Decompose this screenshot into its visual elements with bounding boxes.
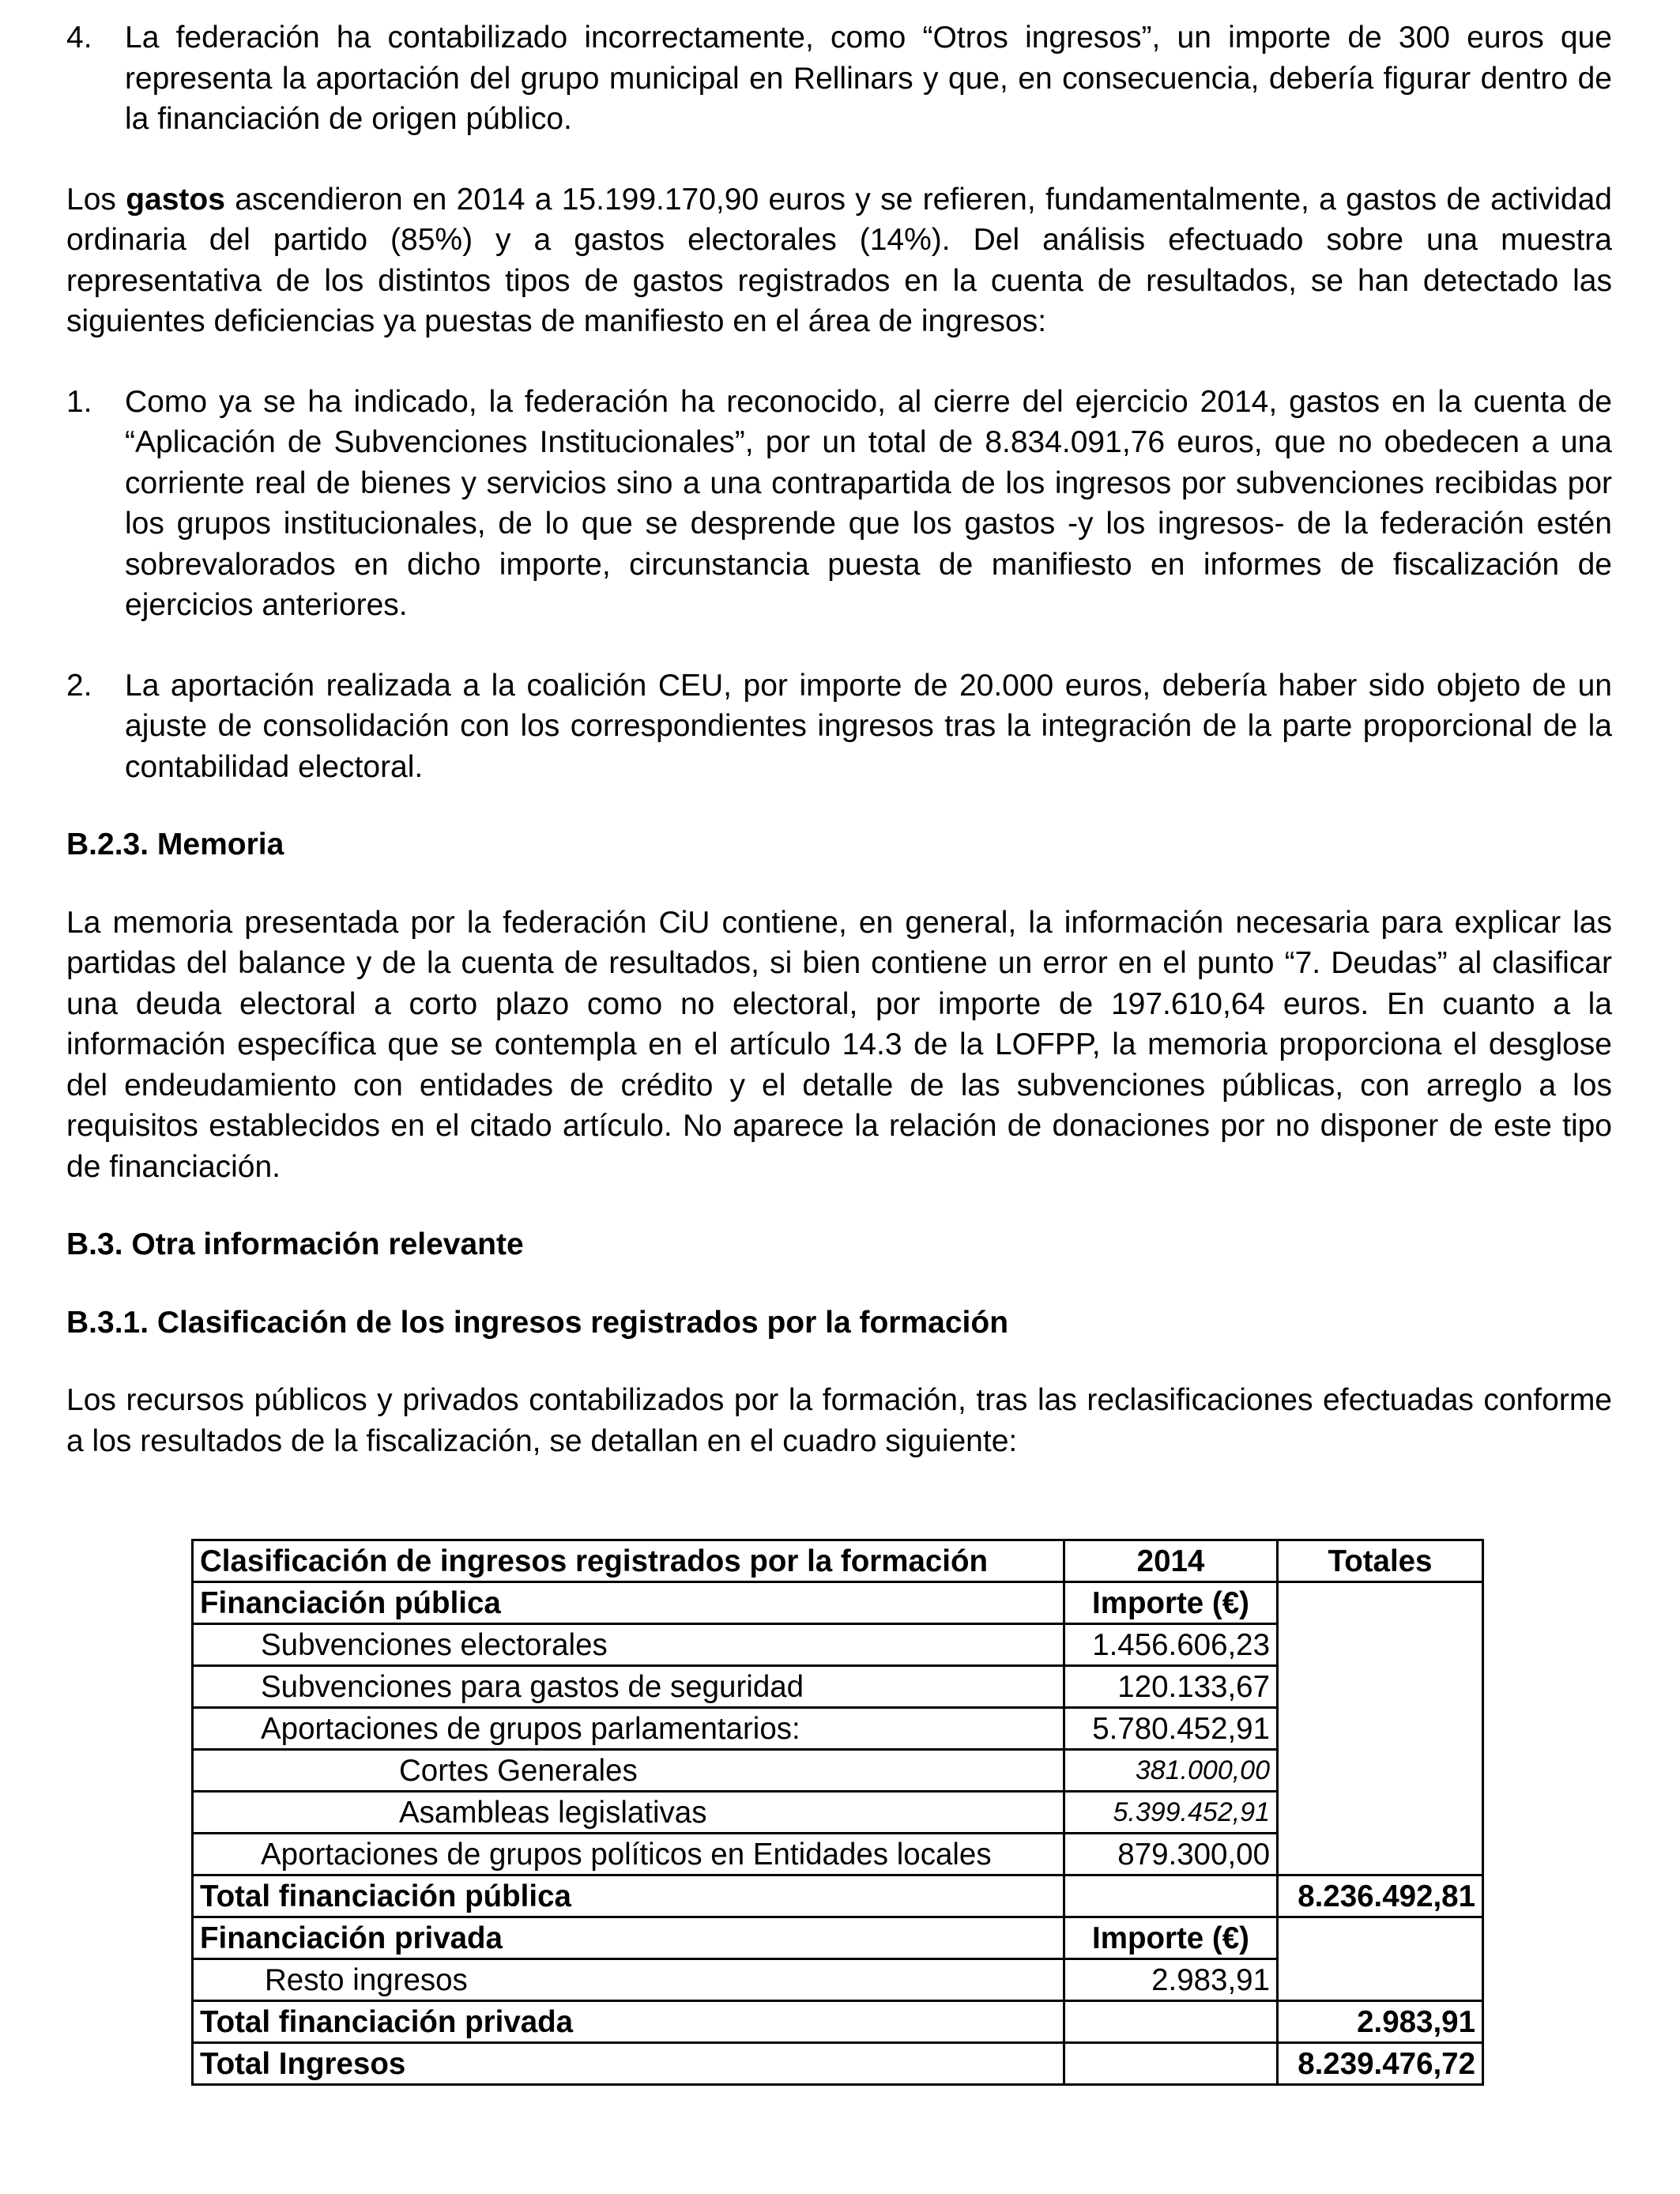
list-text: Como ya se ha indicado, la federación ha reconocido, al cierre del ejercicio 2014, gastos en la cuenta de “Aplicación de Subvenciones Institucionales”, por un total de 8.834.091,76 euros, que no obedecen a una corriente real de bienes y servicios sino a una contrapartida de los ingresos por subvenciones recibidas por los grupos institucionales, de lo que se desprende que los gastos -y los ingresos- de la federación estén sobrevalorados en dicho importe, circunstancia puesta de manifiesto en informes de fiscalización de ejercicios anteriores. [125,384,1612,622]
row-value: 5.780.452,91 [1064,1708,1278,1750]
list-number: 1. [66,384,92,419]
table-row [193,1708,1483,1750]
row-label: Subvenciones para gastos de seguridad [193,1666,1064,1708]
column-subheader: Importe (€) [1064,1917,1278,1959]
ingresos-table [191,1539,1484,2086]
list-item-1 [66,382,1612,626]
table-row [193,1582,1483,1624]
row-label: Aportaciones de grupos políticos en Entidades locales [193,1834,1064,1875]
list-text: La aportación realizada a la coalición CEU, por importe de 20.000 euros, debería haber sido objeto de un ajuste de consolidación con los correspondientes ingresos tras la integración de la parte proporcional de la contabilidad electoral. [125,668,1612,784]
table-row [193,1750,1483,1792]
row-label: Resto ingresos [193,1959,1064,2001]
empty-cell [1278,1750,1483,1792]
empty-cell [1278,1834,1483,1875]
section-heading-memoria: B.2.3. Memoria [66,827,284,861]
row-label: Subvenciones electorales [193,1624,1064,1666]
empty-cell [1064,2043,1278,2085]
row-label: Aportaciones de grupos parlamentarios: [193,1708,1064,1750]
empty-cell [1278,1582,1483,1624]
row-label: Total Ingresos [193,2043,1064,2085]
row-label: Total financiación pública [193,1875,1064,1917]
document-page [66,17,1612,1461]
row-label: Financiación privada [193,1917,1064,1959]
row-value: 5.399.452,91 [1064,1792,1278,1834]
empty-cell [1278,1792,1483,1834]
empty-cell [1278,1959,1483,2001]
gastos-paragraph [66,179,1612,342]
list-item-4 [66,17,1612,140]
empty-cell [1278,1917,1483,1959]
list-number: 2. [66,668,92,703]
row-total: 8.239.476,72 [1278,2043,1483,2085]
empty-cell [1278,1666,1483,1708]
table-row [193,1792,1483,1834]
row-value: 120.133,67 [1064,1666,1278,1708]
empty-cell [1278,1624,1483,1666]
table-row [193,1834,1483,1875]
row-label: Asambleas legislativas [193,1792,1064,1834]
column-subheader: Importe (€) [1064,1582,1278,1624]
list-item-2 [66,665,1612,788]
header-cell-clasificacion: Clasificación de ingresos registrados por la formación [193,1540,1064,1582]
memoria-paragraph: La memoria presentada por la federación CiU contiene, en general, la información necesaria para explicar las partidas del balance y de la cuenta de resultados, si bien contiene un error en el punto “7. Deudas” al clasificar una deuda electoral a corto plazo como no electoral, por importe de 197.610,64 euros. En cuanto a la información específica que se contempla en el artículo 14.3 de la LOFPP, la memoria proporciona el desglose del endeudamiento con entidades de crédito y el detalle de las subvenciones públicas, con arreglo a los requisitos establecidos en el citado artículo. No aparece la relación de donaciones por no disponer de este tipo de financiación. [66,905,1612,1184]
section-subheading-clasificacion: B.3.1. Clasificación de los ingresos registrados por la formación [66,1305,1009,1340]
header-cell-year: 2014 [1064,1540,1278,1582]
table-row [193,1624,1483,1666]
row-label: Financiación pública [193,1582,1064,1624]
gastos-post: ascendieron en 2014 a 15.199.170,90 euros y se refieren, fundamentalmente, a gastos de actividad ordinaria del partido (85%) y a gastos electorales (14%). Del análisis efectuado sobre una muestra representativa de los distintos tipos de gastos registrados en la cuenta de resultados, se han detectado las siguientes deficiencias ya puestas de manifiesto en el área de ingresos: [66,182,1612,338]
row-value: 381.000,00 [1064,1750,1278,1792]
gastos-pre: Los [66,182,126,217]
list-text: La federación ha contabilizado incorrectamente, como “Otros ingresos”, un importe de 300 euros que representa la aportación del grupo municipal en Rellinars y que, en consecuencia, debería figurar dentro de la financiación de origen público. [125,21,1612,136]
empty-cell [1064,2001,1278,2043]
section-heading-otra-info: B.3. Otra información relevante [66,1227,524,1261]
empty-cell [1064,1875,1278,1917]
row-total: 8.236.492,81 [1278,1875,1483,1917]
list-number: 4. [66,21,92,55]
row-label: Cortes Generales [193,1750,1064,1792]
table-header-row [193,1540,1483,1582]
header-cell-totales: Totales [1278,1540,1483,1582]
gastos-bold: gastos [126,182,225,217]
table-row [193,1959,1483,2001]
row-value: 1.456.606,23 [1064,1624,1278,1666]
table-row [193,2001,1483,2043]
table-row [193,1666,1483,1708]
table-row [193,2043,1483,2085]
row-label: Total financiación privada [193,2001,1064,2043]
row-total: 2.983,91 [1278,2001,1483,2043]
row-value: 2.983,91 [1064,1959,1278,2001]
empty-cell [1278,1708,1483,1750]
row-value: 879.300,00 [1064,1834,1278,1875]
table-row [193,1875,1483,1917]
clasificacion-paragraph: Los recursos públicos y privados contabilizados por la formación, tras las reclasificaciones efectuadas conforme a los resultados de la fiscalización, se detallan en el cuadro siguiente: [66,1383,1612,1458]
table-row [193,1917,1483,1959]
